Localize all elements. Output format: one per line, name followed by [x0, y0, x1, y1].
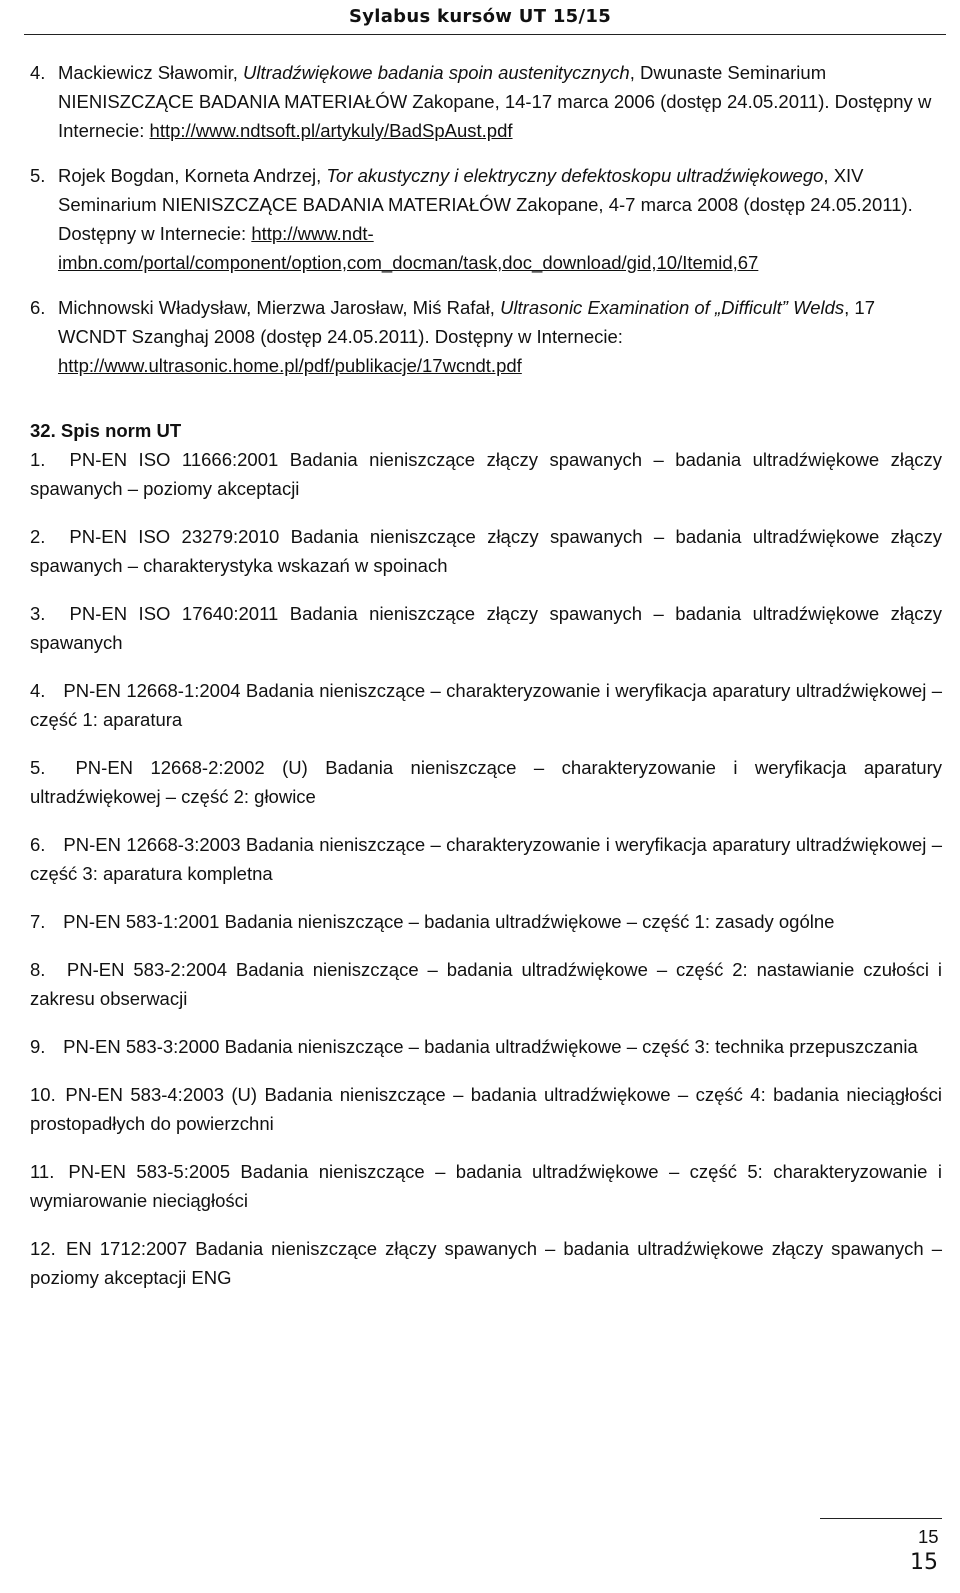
norm-number: 3.: [30, 603, 46, 624]
norm-text: PN-EN ISO 23279:2010 Badania nieniszczące złączy spawanych – badania ultradźwiękowe złączy spawanych – charakterystyka wskazań w spoinach: [30, 526, 942, 576]
header-divider: [24, 34, 946, 35]
norm-text: PN-EN 12668-2:2002 (U) Badania nieniszczące – charakteryzowanie i weryfikacja aparatury ultradźwiękowej – część 2: głowice: [30, 757, 942, 807]
reference-link[interactable]: http://www.ultrasonic.home.pl/pdf/publikacje/17wcndt.pdf: [58, 355, 522, 376]
norm-number: 9.: [30, 1036, 46, 1057]
section-title: Spis norm UT: [60, 420, 182, 441]
reference-link[interactable]: http://www.ndtsoft.pl/artykuly/BadSpAust.pdf: [149, 120, 513, 141]
reference-number: 5.: [30, 165, 46, 186]
norm-item: [30, 830, 942, 888]
norm-number: 4.: [30, 680, 46, 701]
footer-divider: [820, 1518, 942, 1519]
norm-item: [30, 1032, 942, 1061]
section-number: 32.: [30, 420, 56, 441]
norm-item: [30, 676, 942, 734]
reference-link[interactable]: http://www.ndt-imbn.com/portal/component/option,com_docman/task,doc_download/gid,10/Itemid,67: [58, 223, 759, 273]
norm-text: PN-EN 583-4:2003 (U) Badania nieniszczące – badania ultradźwiękowe – część 4: badania nieciągłości prostopadłych do powierzchni: [30, 1084, 942, 1134]
norm-item: [30, 1234, 942, 1292]
reference-authors: Mackiewicz Sławomir,: [58, 62, 244, 83]
norm-number: 1.: [30, 449, 46, 470]
norm-item: [30, 1080, 942, 1138]
norm-item: [30, 907, 942, 936]
reference-details: , 17 WCNDT Szanghaj 2008 (dostęp 24.05.2011). Dostępny w Internecie:: [58, 297, 875, 347]
reference-title: Ultradźwiękowe badania spoin austenitycznych: [243, 62, 630, 83]
page-header: Sylabus kursów UT 15/15: [348, 6, 612, 27]
page-number: 15: [918, 1526, 939, 1547]
norm-text: PN-EN ISO 17640:2011 Badania nieniszczące złączy spawanych – badania ultradźwiękowe złączy spawanych: [30, 603, 942, 653]
norm-item: [30, 955, 942, 1013]
norm-text: EN 1712:2007 Badania nieniszczące złączy spawanych – badania ultradźwiękowe złączy spawanych – poziomy akceptacji ENG: [30, 1238, 942, 1288]
document-body: [30, 58, 942, 1311]
reference-item: [30, 161, 942, 277]
reference-item: [30, 58, 942, 145]
norm-text: PN-EN 583-3:2000 Badania nieniszczące – badania ultradźwiękowe – część 3: technika przepuszczania: [63, 1036, 918, 1057]
reference-item: [30, 293, 942, 380]
reference-authors: Rojek Bogdan, Korneta Andrzej,: [58, 165, 327, 186]
reference-title: Ultrasonic Examination of „Difficult” Welds: [500, 297, 845, 318]
norm-number: 12.: [30, 1238, 56, 1259]
norm-text: PN-EN 583-2:2004 Badania nieniszczące – badania ultradźwiękowe – część 2: nastawianie czułości i zakresu obserwacji: [30, 959, 943, 1009]
norm-number: 10.: [30, 1084, 56, 1105]
reference-details: , Dwunaste Seminarium NIENISZCZĄCE BADANIA MATERIAŁÓW Zakopane, 14-17 marca 2006 (dostęp 24.05.2011). Dostępny w Internecie:: [58, 62, 932, 141]
norm-item: [30, 445, 942, 503]
norm-number: 5.: [30, 757, 46, 778]
reference-details: , XIV Seminarium NIENISZCZĄCE BADANIA MATERIAŁÓW Zakopane, 4-7 marca 2008 (dostęp 24.05.2011). Dostępny w Internecie:: [58, 165, 913, 244]
norm-number: 6.: [30, 834, 46, 855]
norm-text: PN-EN 583-1:2001 Badania nieniszczące – badania ultradźwiękowe – część 1: zasady ogólne: [63, 911, 835, 932]
norm-item: [30, 753, 942, 811]
reference-number: 4.: [30, 62, 46, 83]
norm-number: 11.: [30, 1161, 55, 1182]
norm-text: PN-EN 12668-1:2004 Badania nieniszczące – charakteryzowanie i weryfikacja aparatury ultradźwiękowej – część 1: aparatura: [30, 680, 942, 730]
norm-item: [30, 1157, 942, 1215]
reference-title: Tor akustyczny i elektryczny defektoskopu ultradźwiękowego: [326, 165, 824, 186]
reference-number: 6.: [30, 297, 46, 318]
norm-item: [30, 599, 942, 657]
norm-text: PN-EN 12668-3:2003 Badania nieniszczące – charakteryzowanie i weryfikacja aparatury ultradźwiękowej – część 3: aparatura kompletna: [30, 834, 942, 884]
norm-item: [30, 522, 942, 580]
norm-number: 7.: [30, 911, 46, 932]
norm-text: PN-EN ISO 11666:2001 Badania nieniszczące złączy spawanych – badania ultradźwiękowe złączy spawanych – poziomy akceptacji: [30, 449, 942, 499]
norm-text: PN-EN 583-5:2005 Badania nieniszczące – badania ultradźwiękowe – część 5: charakteryzowanie i wymiarowanie nieciągłości: [30, 1161, 942, 1211]
norm-number: 2.: [30, 526, 46, 547]
page-corner-number: 15: [910, 1550, 938, 1575]
reference-authors: Michnowski Władysław, Mierzwa Jarosław, Miś Rafał,: [58, 297, 501, 318]
norm-number: 8.: [30, 959, 46, 980]
section-heading: [30, 416, 942, 445]
